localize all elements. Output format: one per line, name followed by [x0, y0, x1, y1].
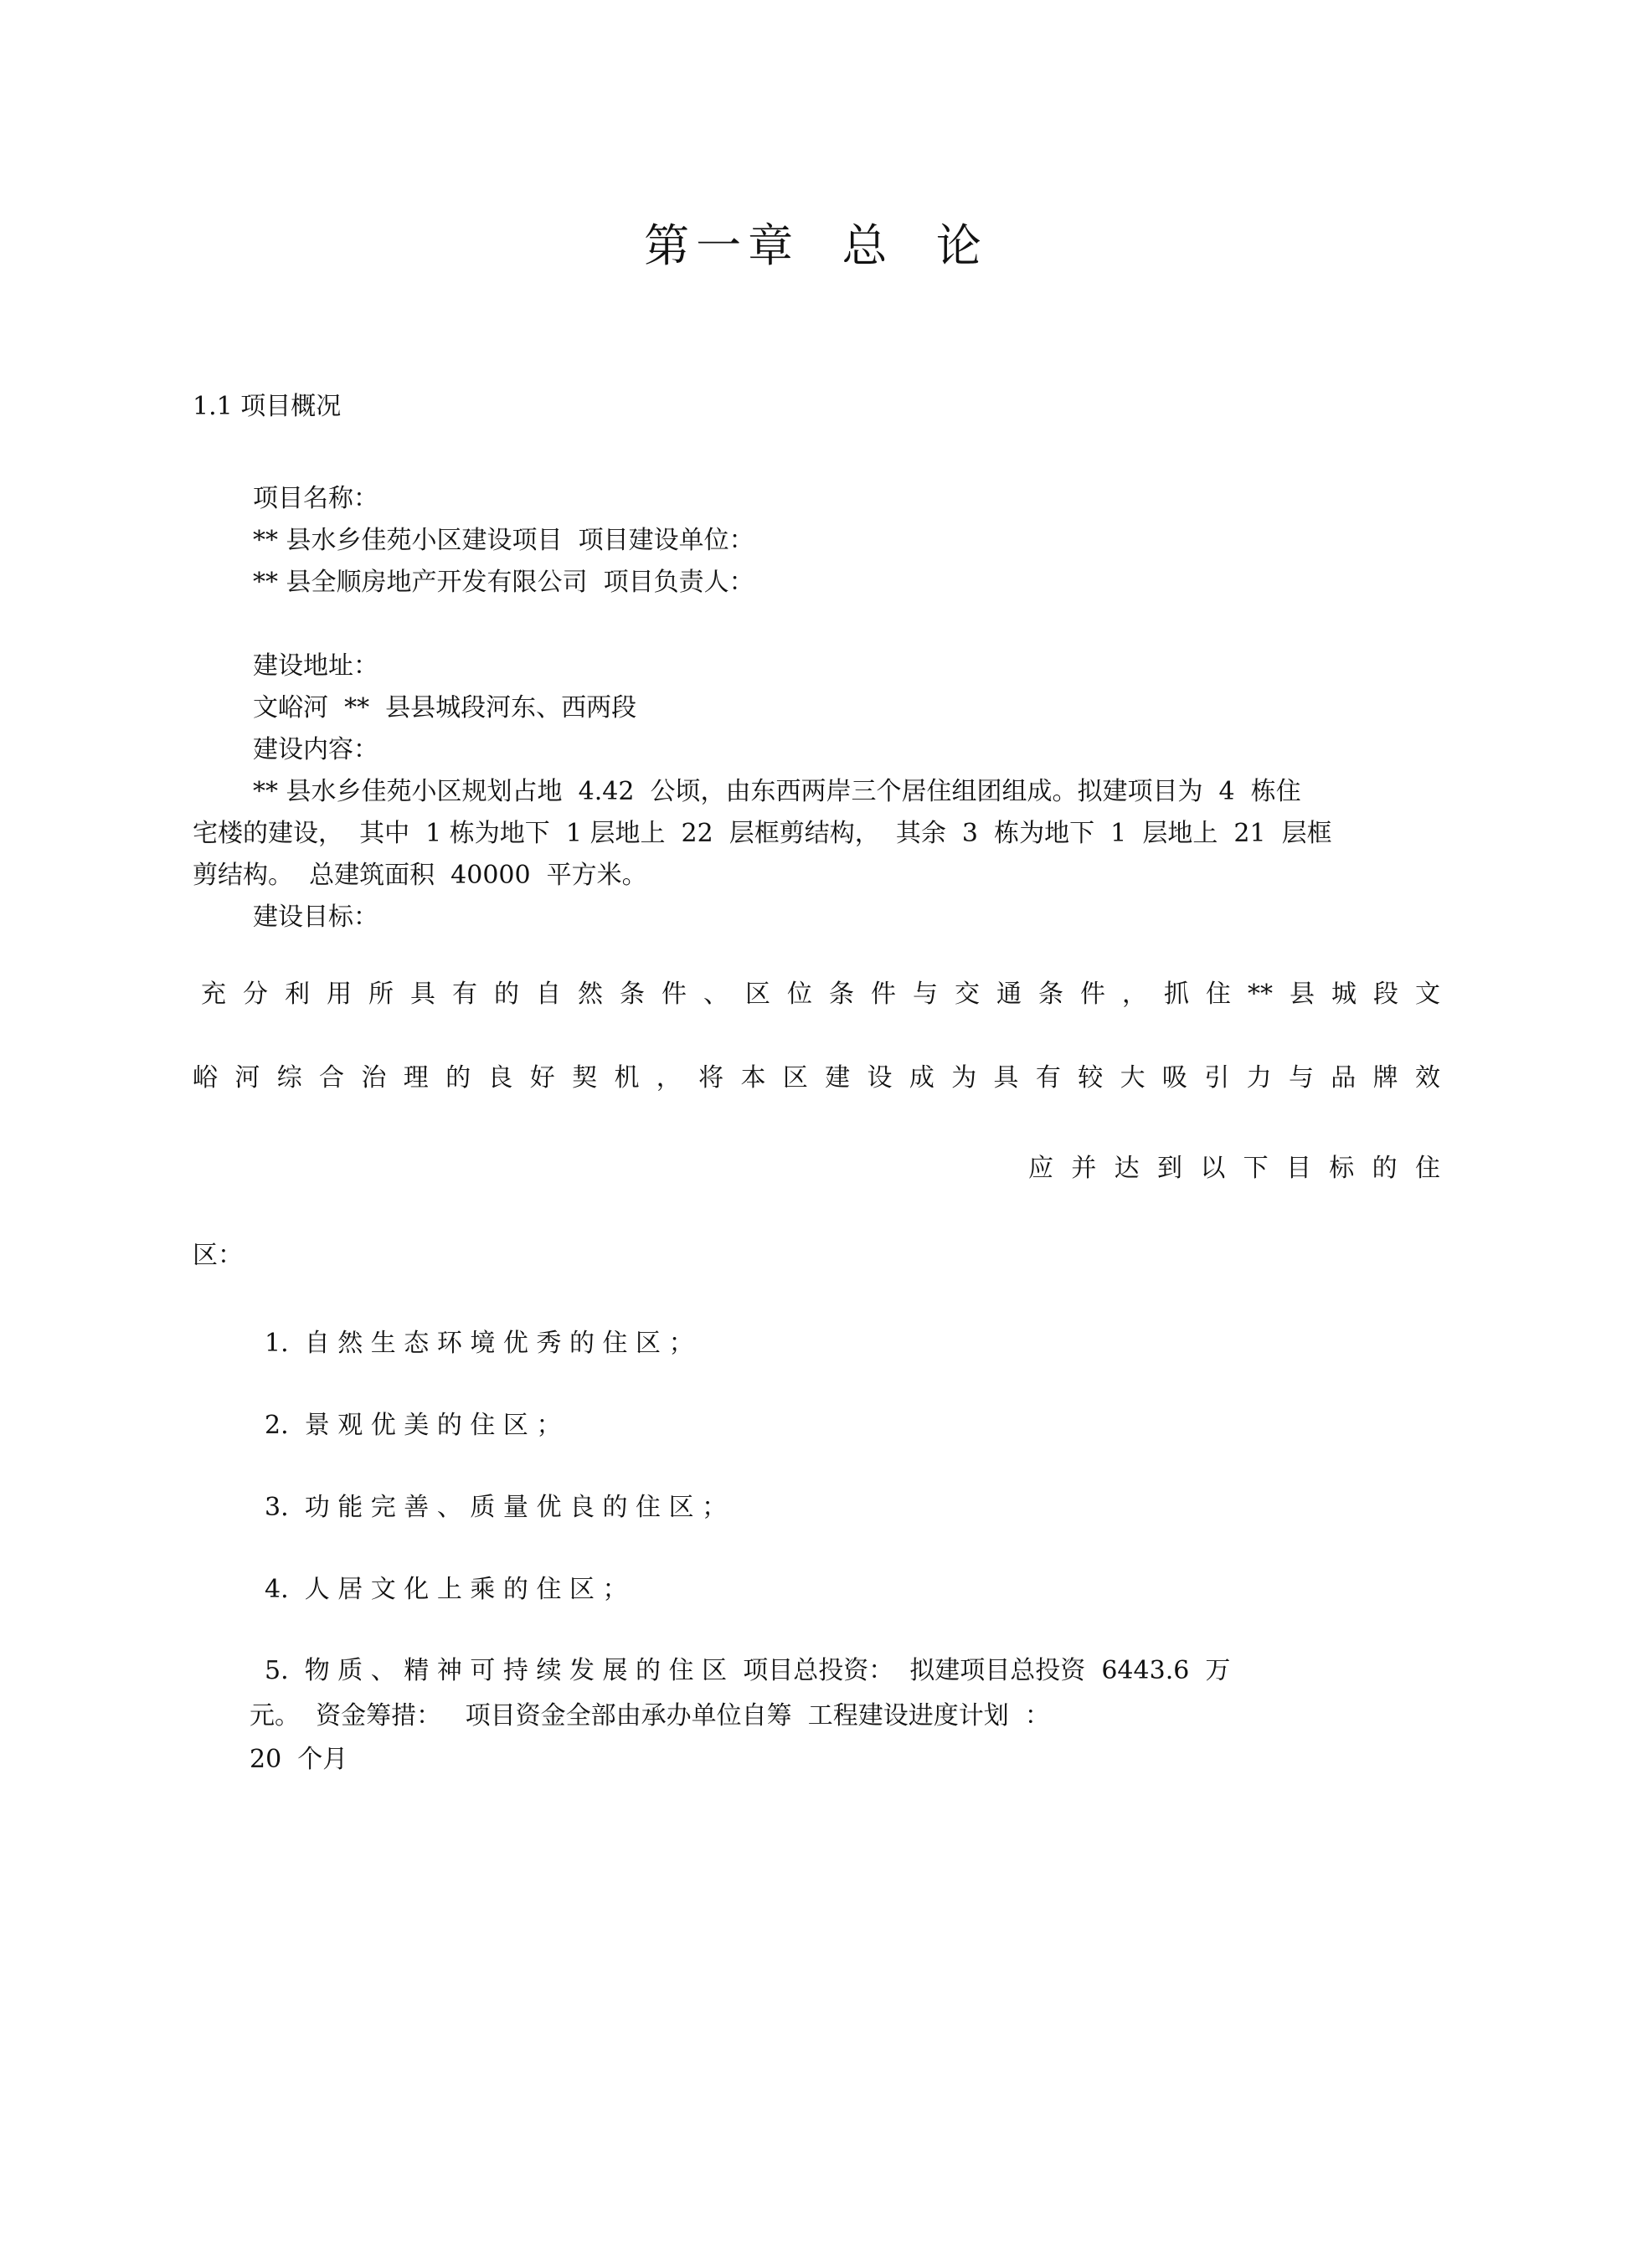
project-name-line: ** 县水乡佳苑小区建设项目 项目建设单位： [253, 526, 754, 555]
glyph: 峪 [193, 1063, 218, 1093]
glyph: 建 [825, 1063, 851, 1093]
glyph: 下 [1243, 1154, 1269, 1183]
site-label: 建设地址： [253, 651, 378, 681]
chapter-title: 第一章 总 论 [644, 219, 988, 272]
glyph: 条 [829, 980, 854, 1009]
glyph: 机 [614, 1063, 640, 1093]
glyph: 通 [996, 980, 1022, 1009]
section-heading: 1.1 项目概况 [193, 392, 342, 421]
glyph: 契 [572, 1063, 598, 1093]
glyph: ** [1248, 980, 1273, 1009]
builder-line: ** 县全顺房地产开发有限公司 项目负责人： [253, 568, 754, 597]
glyph: 用 [327, 980, 352, 1009]
glyph: 并 [1071, 1154, 1097, 1183]
glyph: 河 [234, 1063, 260, 1093]
glyph: 好 [529, 1063, 555, 1093]
glyph: 、 [703, 980, 728, 1009]
glyph: 将 [698, 1063, 724, 1093]
glyph: 住 [1206, 980, 1231, 1009]
glyph: 条 [1038, 980, 1063, 1009]
glyph: 引 [1204, 1063, 1230, 1093]
goal-line-1 [201, 978, 1440, 1011]
glyph: 件 [662, 980, 687, 1009]
glyph: 效 [1414, 1063, 1440, 1093]
goal-label: 建设目标： [253, 903, 378, 932]
glyph: 标 [1329, 1154, 1355, 1183]
glyph: 充 [201, 980, 226, 1009]
glyph: 段 [1373, 980, 1398, 1009]
goal-line-2 [193, 1062, 1440, 1095]
goal-item: 4. 人 居 文 化 上 乘 的 住 区 ； [265, 1575, 628, 1604]
glyph: ， [656, 1063, 682, 1093]
glyph: 治 [361, 1063, 387, 1093]
glyph: 位 [787, 980, 812, 1009]
glyph: 县 [1290, 980, 1315, 1009]
glyph: 有 [452, 980, 477, 1009]
investment-line-2: 元。 资金筹措： 项目资金全部由承办单位自筹 工程建设进度计划 ： [250, 1701, 1050, 1731]
glyph: 成 [909, 1063, 934, 1093]
glyph: 文 [1415, 980, 1440, 1009]
glyph: 住 [1414, 1154, 1440, 1183]
goal-line-4: 区： [193, 1241, 243, 1270]
glyph: 有 [1035, 1063, 1061, 1093]
glyph: 应 [1028, 1154, 1053, 1183]
glyph: 设 [867, 1063, 893, 1093]
glyph: 具 [993, 1063, 1019, 1093]
glyph: 牌 [1372, 1063, 1398, 1093]
goal-item: 1. 自 然 生 态 环 境 优 秀 的 住 区 ； [265, 1329, 694, 1358]
glyph: 力 [1246, 1063, 1272, 1093]
schedule-value: 20 个月 [250, 1745, 348, 1774]
glyph: 目 [1285, 1154, 1311, 1183]
glyph: 自 [536, 980, 561, 1009]
glyph: 理 [403, 1063, 429, 1093]
goal-item: 3. 功 能 完 善 、 质 量 优 良 的 住 区 ； [265, 1493, 728, 1522]
glyph: 达 [1114, 1154, 1140, 1183]
glyph: 然 [578, 980, 603, 1009]
glyph: 以 [1200, 1154, 1226, 1183]
glyph: 所 [368, 980, 394, 1009]
glyph: 的 [1372, 1154, 1398, 1183]
glyph: 的 [445, 1063, 471, 1093]
glyph: 交 [955, 980, 980, 1009]
content-line-3: 剪结构。 总建筑面积 40000 平方米。 [193, 861, 647, 890]
glyph: 利 [285, 980, 310, 1009]
glyph: 抓 [1164, 980, 1189, 1009]
glyph: 区 [745, 980, 770, 1009]
glyph: 与 [1288, 1063, 1314, 1093]
glyph: 到 [1156, 1154, 1182, 1183]
content-line-2: 宅楼的建设， 其中 1 栋为地下 1 层地上 22 层框剪结构， 其余 3 栋为地下 1 层地上 21 层框 [193, 819, 1332, 848]
content-label: 建设内容： [253, 735, 378, 764]
glyph: 综 [276, 1063, 302, 1093]
glyph: 件 [1080, 980, 1105, 1009]
glyph: 大 [1120, 1063, 1145, 1093]
site-value: 文峪河 ** 县县城段河东、西两段 [253, 693, 637, 723]
glyph: 条 [620, 980, 645, 1009]
glyph: 本 [740, 1063, 766, 1093]
goal-line-3 [1028, 1152, 1440, 1185]
goal-item: 5. 物 质 、 精 神 可 持 续 发 展 的 住 区 项目总投资： 拟建项目总投资 6443.6 万 [265, 1656, 1231, 1685]
glyph: 件 [871, 980, 896, 1009]
glyph: 合 [319, 1063, 345, 1093]
glyph: 区 [782, 1063, 808, 1093]
glyph: ， [1122, 980, 1147, 1009]
glyph: 较 [1078, 1063, 1104, 1093]
glyph: 分 [243, 980, 268, 1009]
glyph: 具 [410, 980, 435, 1009]
glyph: 品 [1331, 1063, 1357, 1093]
glyph: 为 [951, 1063, 977, 1093]
project-name-label: 项目名称： [253, 484, 378, 513]
glyph: 的 [494, 980, 519, 1009]
glyph: 与 [913, 980, 938, 1009]
glyph: 城 [1331, 980, 1357, 1009]
goal-item: 2. 景 观 优 美 的 住 区 ； [265, 1411, 562, 1440]
content-line-1: ** 县水乡佳苑小区规划占地 4.42 公顷，由东西两岸三个居住组团组成。拟建项目为 4 栋住 [253, 777, 1301, 806]
glyph: 良 [487, 1063, 513, 1093]
glyph: 吸 [1161, 1063, 1187, 1093]
